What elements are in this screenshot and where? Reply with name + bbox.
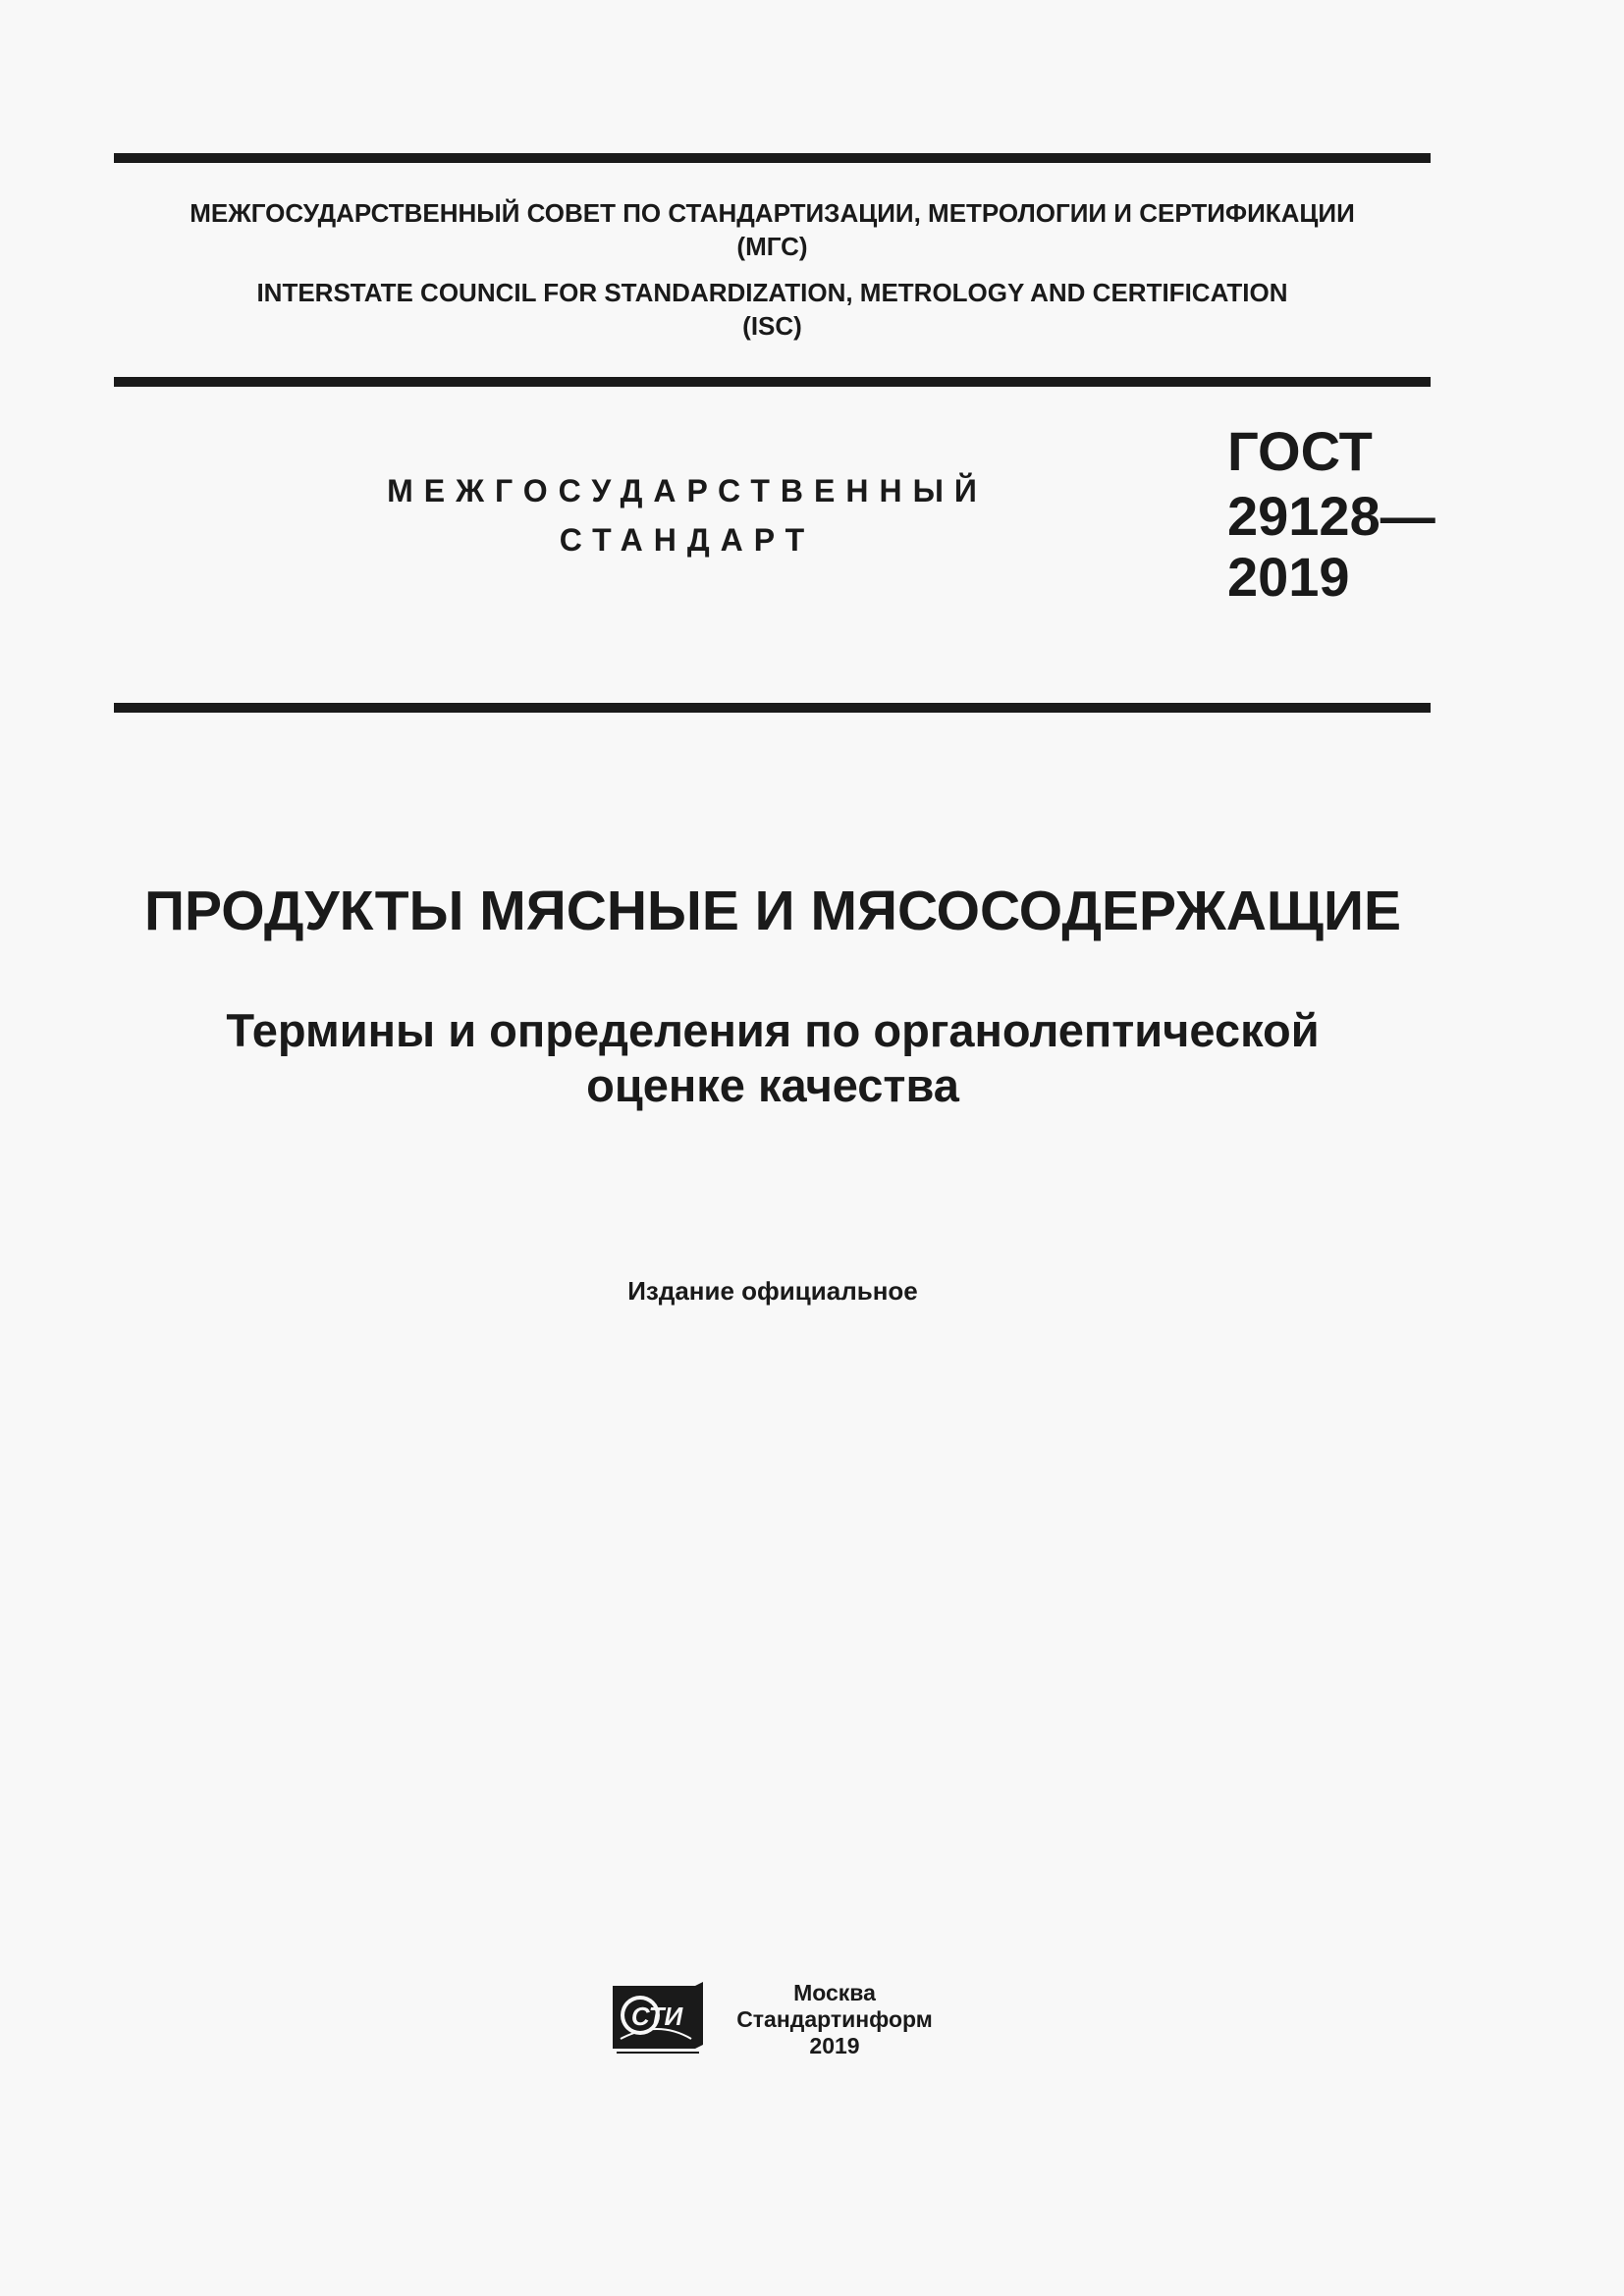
- council-name-en: [114, 276, 1431, 343]
- logo-text: СТИ: [630, 2002, 683, 2031]
- standard-type-line-2: СТАНДАРТ: [559, 522, 816, 558]
- document-subtitle-line-1: Термины и определения по органолептической: [226, 1004, 1320, 1056]
- gost-prefix: ГОСТ: [1227, 420, 1373, 482]
- document-title: ПРОДУКТЫ МЯСНЫЕ И МЯСОСОДЕРЖАЩИЕ: [144, 880, 1401, 942]
- gost-number: 29128—: [1227, 485, 1435, 547]
- council-ru-abbr: (МГС): [736, 232, 808, 261]
- council-name-ru: [114, 196, 1431, 263]
- middle-rule: [114, 377, 1431, 387]
- council-en-abbr: (ISC): [742, 311, 802, 341]
- council-ru-line: МЕЖГОСУДАРСТВЕННЫЙ СОВЕТ ПО СТАНДАРТИЗАЦИИ, МЕТРОЛОГИИ И СЕРТИФИКАЦИИ: [189, 198, 1355, 228]
- publisher-year: 2019: [809, 2033, 860, 2058]
- publisher-name: Стандартинформ: [736, 2006, 933, 2032]
- bottom-rule: [114, 703, 1431, 713]
- document-subtitle-line-2: оценке качества: [586, 1059, 959, 1111]
- standard-type-line-1: МЕЖГОСУДАРСТВЕННЫЙ: [387, 473, 988, 508]
- top-rule: [114, 153, 1431, 163]
- council-en-line: INTERSTATE COUNCIL FOR STANDARDIZATION, METROLOGY AND CERTIFICATION: [256, 278, 1288, 307]
- publisher-city: Москва: [793, 1980, 876, 2005]
- standartinform-logo-icon: [611, 1980, 705, 2055]
- gost-year: 2019: [1227, 546, 1350, 608]
- edition-note: Издание официальное: [627, 1276, 918, 1306]
